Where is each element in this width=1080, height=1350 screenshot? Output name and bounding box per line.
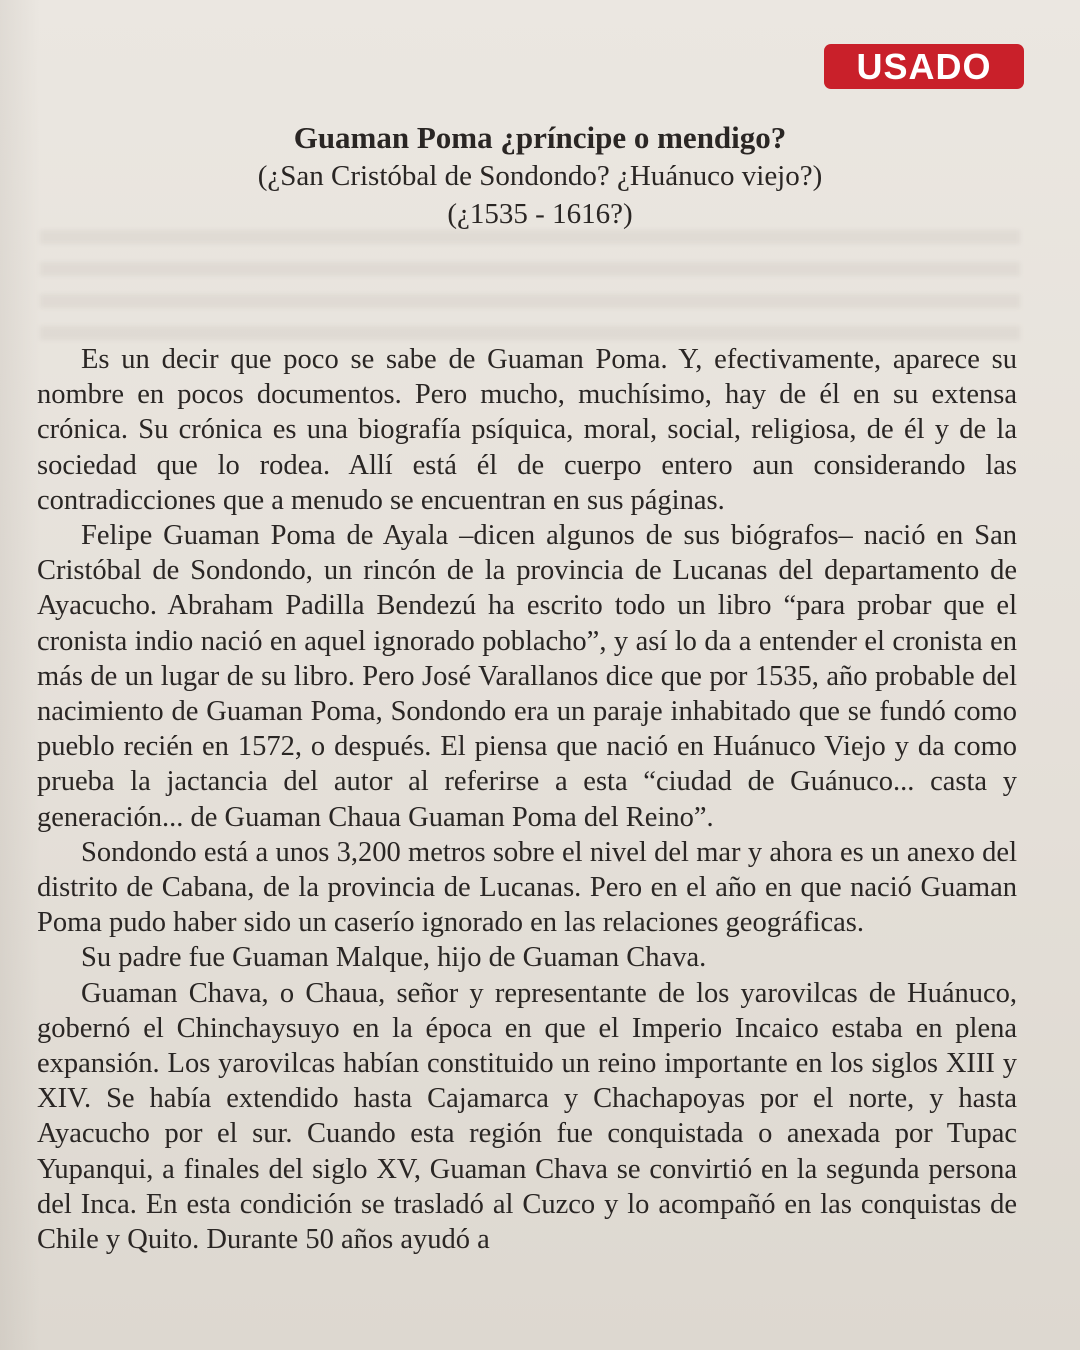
- show-through-text: [40, 230, 1020, 340]
- body-text: [37, 342, 1017, 1257]
- paragraph: Su padre fue Guaman Malque, hijo de Guaman Chava.: [81, 942, 707, 974]
- used-badge: USADO: [824, 44, 1024, 89]
- chapter-title: Guaman Poma ¿príncipe o mendigo?: [293, 120, 787, 155]
- paragraph: Guaman Chava, o Chaua, señor y representante de los yarovilcas de Huánuco, gobernó el Chinchaysuyo en la época en que el Imperio Incaico estaba en plena expansión. Los yarovilcas habían constituido un reino importante en los siglos XIII y XIV. Se había extendido hasta Cajamarca y Chachapoyas por el norte, y hasta Ayacucho por el sur. Cuando esta región fue conquistada o anexada por Tupac Yupanqui, a finales del siglo XV, Guaman Chava se convirtió en la segunda persona del Inca. En esta condición se trasladó al Cuzco y lo acompañó en las conquistas de Chile y Quito. Durante 50 años ayudó a: [37, 977, 1017, 1256]
- paragraph: Felipe Guaman Poma de Ayala –dicen algunos de sus biógrafos– nació en San Cristóbal de Sondondo, un rincón de la provincia de Lucanas del departamento de Ayacucho. Abraham Padilla Bendezú ha escrito todo un libro “para probar que el cronista indio nació en aquel ignorado poblacho”, y así lo da a entender el cronista en más de un lugar de su libro. Pero José Varallanos dice que por 1535, año probable del nacimiento de Guaman Poma, Sondondo era un paraje inhabitado que se fundó como pueblo recién en 1572, o después. El piensa que nació en Huánuco Viejo y da como prueba la jactancia del autor al referirse a esta “ciudad de Guánuco... casta y generación... de Guaman Chaua Guaman Poma del Reino”.: [37, 520, 1017, 833]
- chapter-subtitle: (¿San Cristóbal de Sondondo? ¿Huánuco viejo?): [257, 160, 823, 192]
- paragraph: Sondondo está a unos 3,200 metros sobre el nivel del mar y ahora es un anexo del distrito de Cabana, de la provincia de Lucanas. Pero en el año en que nació Guaman Poma pudo haber sido un caserío ignorado en las relaciones geográficas.: [37, 836, 1017, 939]
- paragraph: Es un decir que poco se sabe de Guaman Poma. Y, efectivamente, aparece su nombre en pocos documentos. Pero mucho, muchísimo, hay de él en su extensa crónica. Su crónica es una biografía psíquica, moral, social, religiosa, de él y de la sociedad que lo rodea. Allí está él de cuerpo entero aun considerando las contradicciones que a menudo se encuentran en sus páginas.: [37, 344, 1017, 516]
- chapter-dates: (¿1535 - 1616?): [447, 198, 633, 230]
